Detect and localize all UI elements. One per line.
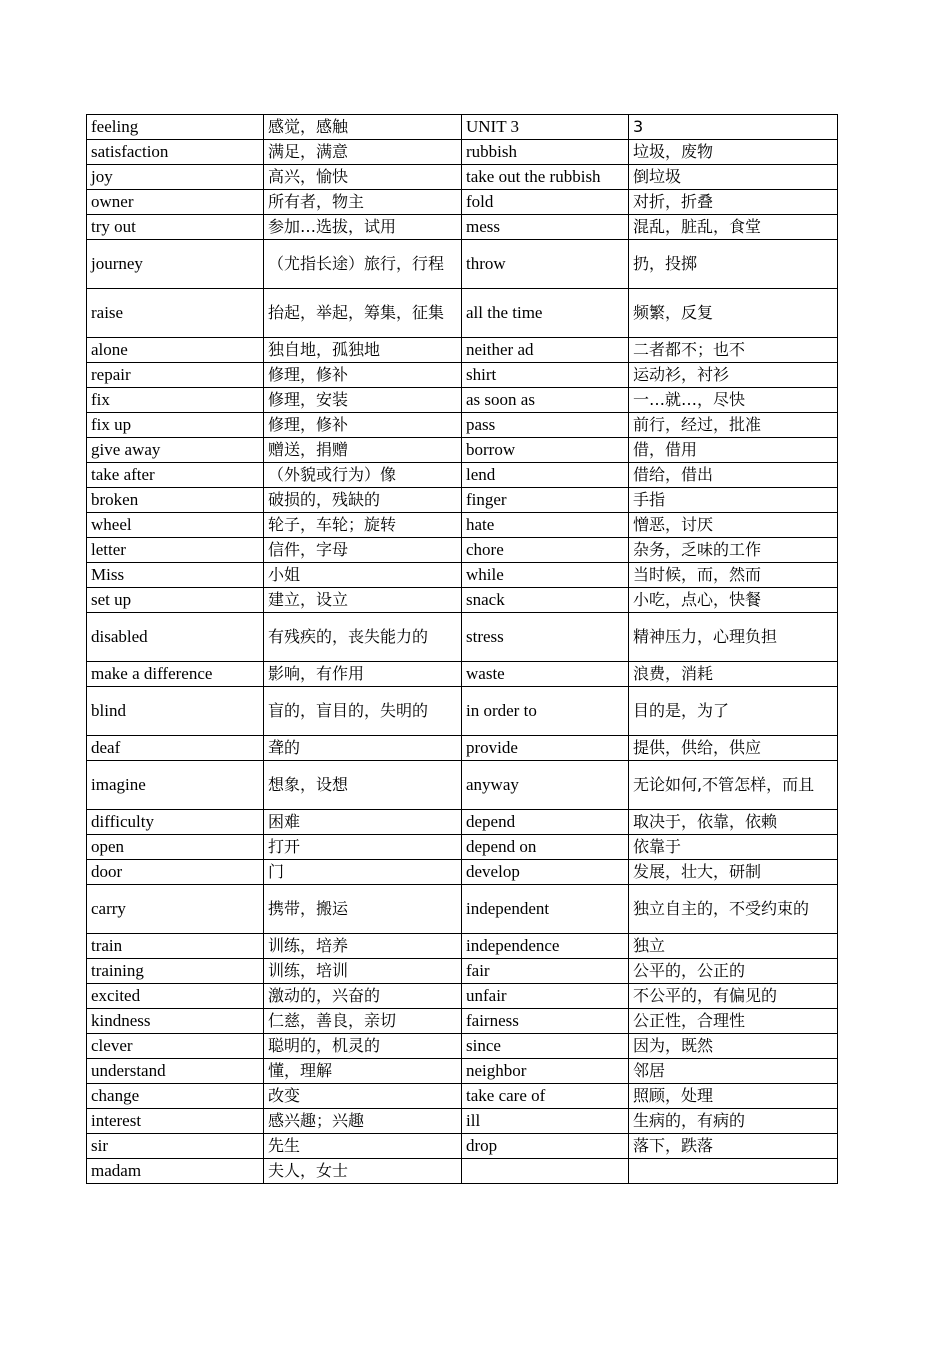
table-row: [87, 1084, 838, 1109]
english-word-cell: feeling: [87, 115, 264, 140]
table-row: [87, 363, 838, 388]
table-row: [87, 289, 838, 338]
english-word-cell: since: [462, 1034, 629, 1059]
english-word-cell: wheel: [87, 513, 264, 538]
table-row: [87, 662, 838, 687]
chinese-meaning-cell: 依靠于: [629, 835, 838, 860]
table-row: [87, 613, 838, 662]
english-word-cell: joy: [87, 165, 264, 190]
table-row: [87, 810, 838, 835]
english-word-cell: provide: [462, 736, 629, 761]
table-row: [87, 338, 838, 363]
english-word-cell: take out the rubbish: [462, 165, 629, 190]
chinese-meaning-cell: 改变: [264, 1084, 462, 1109]
chinese-meaning-cell: 目的是，为了: [629, 687, 838, 736]
english-word-cell: anyway: [462, 761, 629, 810]
chinese-meaning-cell: 公平的，公正的: [629, 959, 838, 984]
english-word-cell: clever: [87, 1034, 264, 1059]
vocabulary-table-body: [87, 115, 838, 1184]
table-row: [87, 959, 838, 984]
english-word-cell: shirt: [462, 363, 629, 388]
english-word-cell: depend: [462, 810, 629, 835]
chinese-meaning-cell: 懂，理解: [264, 1059, 462, 1084]
english-word-cell: satisfaction: [87, 140, 264, 165]
chinese-meaning-cell: 打开: [264, 835, 462, 860]
table-row: [87, 438, 838, 463]
english-word-cell: imagine: [87, 761, 264, 810]
chinese-meaning-cell: 不公平的，有偏见的: [629, 984, 838, 1009]
english-word-cell: broken: [87, 488, 264, 513]
english-word-cell: raise: [87, 289, 264, 338]
chinese-meaning-cell: 训练，培训: [264, 959, 462, 984]
chinese-meaning-cell: 聪明的，机灵的: [264, 1034, 462, 1059]
english-word-cell: snack: [462, 588, 629, 613]
chinese-meaning-cell: 有残疾的，丧失能力的: [264, 613, 462, 662]
english-word-cell: pass: [462, 413, 629, 438]
table-row: [87, 513, 838, 538]
table-row: [87, 1134, 838, 1159]
english-word-cell: owner: [87, 190, 264, 215]
english-word-cell: neighbor: [462, 1059, 629, 1084]
chinese-meaning-cell: 二者都不；也不: [629, 338, 838, 363]
english-word-cell: borrow: [462, 438, 629, 463]
chinese-meaning-cell: 建立，设立: [264, 588, 462, 613]
table-row: [87, 1109, 838, 1134]
english-word-cell: madam: [87, 1159, 264, 1184]
table-row: [87, 538, 838, 563]
table-row: [87, 761, 838, 810]
english-word-cell: carry: [87, 885, 264, 934]
english-word-cell: sir: [87, 1134, 264, 1159]
table-row: [87, 240, 838, 289]
chinese-meaning-cell: 生病的，有病的: [629, 1109, 838, 1134]
chinese-meaning-cell: 小吃，点心，快餐: [629, 588, 838, 613]
english-word-cell: repair: [87, 363, 264, 388]
table-row: [87, 463, 838, 488]
chinese-meaning-cell: 公正性，合理性: [629, 1009, 838, 1034]
chinese-meaning-cell: 垃圾，废物: [629, 140, 838, 165]
english-word-cell: throw: [462, 240, 629, 289]
chinese-meaning-cell: 想象，设想: [264, 761, 462, 810]
english-word-cell: door: [87, 860, 264, 885]
chinese-meaning-cell: 扔，投掷: [629, 240, 838, 289]
chinese-meaning-cell: 感兴趣；兴趣: [264, 1109, 462, 1134]
chinese-meaning-cell: （外貌或行为）像: [264, 463, 462, 488]
chinese-meaning-cell: 轮子，车轮；旋转: [264, 513, 462, 538]
english-word-cell: difficulty: [87, 810, 264, 835]
chinese-meaning-cell: 携带，搬运: [264, 885, 462, 934]
english-word-cell: alone: [87, 338, 264, 363]
table-row: [87, 388, 838, 413]
vocabulary-table: [86, 114, 838, 1184]
english-word-cell: depend on: [462, 835, 629, 860]
english-word-cell: mess: [462, 215, 629, 240]
chinese-meaning-cell: 无论如何,不管怎样，而且: [629, 761, 838, 810]
english-word-cell: rubbish: [462, 140, 629, 165]
table-row: [87, 1059, 838, 1084]
english-word-cell: letter: [87, 538, 264, 563]
chinese-meaning-cell: 修理，修补: [264, 363, 462, 388]
english-word-cell: fold: [462, 190, 629, 215]
english-word-cell: try out: [87, 215, 264, 240]
english-word-cell: fairness: [462, 1009, 629, 1034]
chinese-meaning-cell: 一…就…，尽快: [629, 388, 838, 413]
english-word-cell: open: [87, 835, 264, 860]
chinese-meaning-cell: 倒垃圾: [629, 165, 838, 190]
table-row: [87, 563, 838, 588]
english-word-cell: excited: [87, 984, 264, 1009]
english-word-cell: neither ad: [462, 338, 629, 363]
english-word-cell: as soon as: [462, 388, 629, 413]
english-word-cell: fix: [87, 388, 264, 413]
chinese-meaning-cell: 门: [264, 860, 462, 885]
table-row: [87, 1159, 838, 1184]
chinese-meaning-cell: 影响，有作用: [264, 662, 462, 687]
chinese-meaning-cell: 邻居: [629, 1059, 838, 1084]
english-word-cell: independent: [462, 885, 629, 934]
chinese-meaning-cell: 先生: [264, 1134, 462, 1159]
chinese-meaning-cell: 落下，跌落: [629, 1134, 838, 1159]
table-row: [87, 140, 838, 165]
table-row: [87, 736, 838, 761]
chinese-meaning-cell: 所有者，物主: [264, 190, 462, 215]
english-word-cell: while: [462, 563, 629, 588]
english-word-cell: waste: [462, 662, 629, 687]
table-row: [87, 115, 838, 140]
table-row: [87, 215, 838, 240]
english-word-cell: stress: [462, 613, 629, 662]
english-word-cell: blind: [87, 687, 264, 736]
chinese-meaning-cell: 杂务，乏味的工作: [629, 538, 838, 563]
chinese-meaning-cell: 感觉，感触: [264, 115, 462, 140]
chinese-meaning-cell: 运动衫，衬衫: [629, 363, 838, 388]
chinese-meaning-cell: 夫人，女士: [264, 1159, 462, 1184]
chinese-meaning-cell: 精神压力，心理负担: [629, 613, 838, 662]
english-word-cell: [462, 1159, 629, 1184]
chinese-meaning-cell: 3: [629, 115, 838, 140]
table-row: [87, 588, 838, 613]
chinese-meaning-cell: 前行，经过，批准: [629, 413, 838, 438]
english-word-cell: take care of: [462, 1084, 629, 1109]
chinese-meaning-cell: 聋的: [264, 736, 462, 761]
chinese-meaning-cell: 提供，供给，供应: [629, 736, 838, 761]
english-word-cell: in order to: [462, 687, 629, 736]
chinese-meaning-cell: 独立自主的，不受约束的: [629, 885, 838, 934]
english-word-cell: set up: [87, 588, 264, 613]
chinese-meaning-cell: 赠送，捐赠: [264, 438, 462, 463]
chinese-meaning-cell: 混乱，脏乱，食堂: [629, 215, 838, 240]
chinese-meaning-cell: 修理，安装: [264, 388, 462, 413]
chinese-meaning-cell: 盲的，盲目的，失明的: [264, 687, 462, 736]
chinese-meaning-cell: 满足，满意: [264, 140, 462, 165]
english-word-cell: hate: [462, 513, 629, 538]
table-row: [87, 190, 838, 215]
english-word-cell: understand: [87, 1059, 264, 1084]
english-word-cell: give away: [87, 438, 264, 463]
english-word-cell: interest: [87, 1109, 264, 1134]
english-word-cell: disabled: [87, 613, 264, 662]
chinese-meaning-cell: 取决于，依靠，依赖: [629, 810, 838, 835]
english-word-cell: independence: [462, 934, 629, 959]
chinese-meaning-cell: 当时候，而，然而: [629, 563, 838, 588]
chinese-meaning-cell: 参加…选拔，试用: [264, 215, 462, 240]
table-row: [87, 1009, 838, 1034]
table-row: [87, 687, 838, 736]
table-row: [87, 860, 838, 885]
table-row: [87, 934, 838, 959]
chinese-meaning-cell: 修理，修补: [264, 413, 462, 438]
english-word-cell: unfair: [462, 984, 629, 1009]
english-word-cell: train: [87, 934, 264, 959]
chinese-meaning-cell: 浪费，消耗: [629, 662, 838, 687]
table-row: [87, 1034, 838, 1059]
chinese-meaning-cell: 困难: [264, 810, 462, 835]
english-word-cell: ill: [462, 1109, 629, 1134]
table-row: [87, 984, 838, 1009]
table-row: [87, 488, 838, 513]
english-word-cell: drop: [462, 1134, 629, 1159]
english-word-cell: fair: [462, 959, 629, 984]
chinese-meaning-cell: 照顾，处理: [629, 1084, 838, 1109]
english-word-cell: take after: [87, 463, 264, 488]
english-word-cell: develop: [462, 860, 629, 885]
chinese-meaning-cell: 因为，既然: [629, 1034, 838, 1059]
english-word-cell: journey: [87, 240, 264, 289]
english-word-cell: finger: [462, 488, 629, 513]
chinese-meaning-cell: [629, 1159, 838, 1184]
chinese-meaning-cell: 独立: [629, 934, 838, 959]
chinese-meaning-cell: 对折，折叠: [629, 190, 838, 215]
table-row: [87, 413, 838, 438]
chinese-meaning-cell: 憎恶，讨厌: [629, 513, 838, 538]
chinese-meaning-cell: 发展，壮大，研制: [629, 860, 838, 885]
english-word-cell: Miss: [87, 563, 264, 588]
chinese-meaning-cell: 频繁，反复: [629, 289, 838, 338]
chinese-meaning-cell: 借，借用: [629, 438, 838, 463]
table-row: [87, 835, 838, 860]
english-word-cell: deaf: [87, 736, 264, 761]
chinese-meaning-cell: 训练，培养: [264, 934, 462, 959]
chinese-meaning-cell: 破损的，残缺的: [264, 488, 462, 513]
english-word-cell: chore: [462, 538, 629, 563]
table-row: [87, 885, 838, 934]
chinese-meaning-cell: 仁慈，善良，亲切: [264, 1009, 462, 1034]
english-word-cell: kindness: [87, 1009, 264, 1034]
table-row: [87, 165, 838, 190]
chinese-meaning-cell: 手指: [629, 488, 838, 513]
english-word-cell: all the time: [462, 289, 629, 338]
english-word-cell: fix up: [87, 413, 264, 438]
chinese-meaning-cell: 抬起，举起，筹集，征集: [264, 289, 462, 338]
english-word-cell: UNIT 3: [462, 115, 629, 140]
chinese-meaning-cell: （尤指长途）旅行，行程: [264, 240, 462, 289]
chinese-meaning-cell: 激动的，兴奋的: [264, 984, 462, 1009]
chinese-meaning-cell: 独自地，孤独地: [264, 338, 462, 363]
english-word-cell: make a difference: [87, 662, 264, 687]
english-word-cell: lend: [462, 463, 629, 488]
chinese-meaning-cell: 借给，借出: [629, 463, 838, 488]
chinese-meaning-cell: 高兴，愉快: [264, 165, 462, 190]
chinese-meaning-cell: 小姐: [264, 563, 462, 588]
english-word-cell: training: [87, 959, 264, 984]
chinese-meaning-cell: 信件，字母: [264, 538, 462, 563]
english-word-cell: change: [87, 1084, 264, 1109]
